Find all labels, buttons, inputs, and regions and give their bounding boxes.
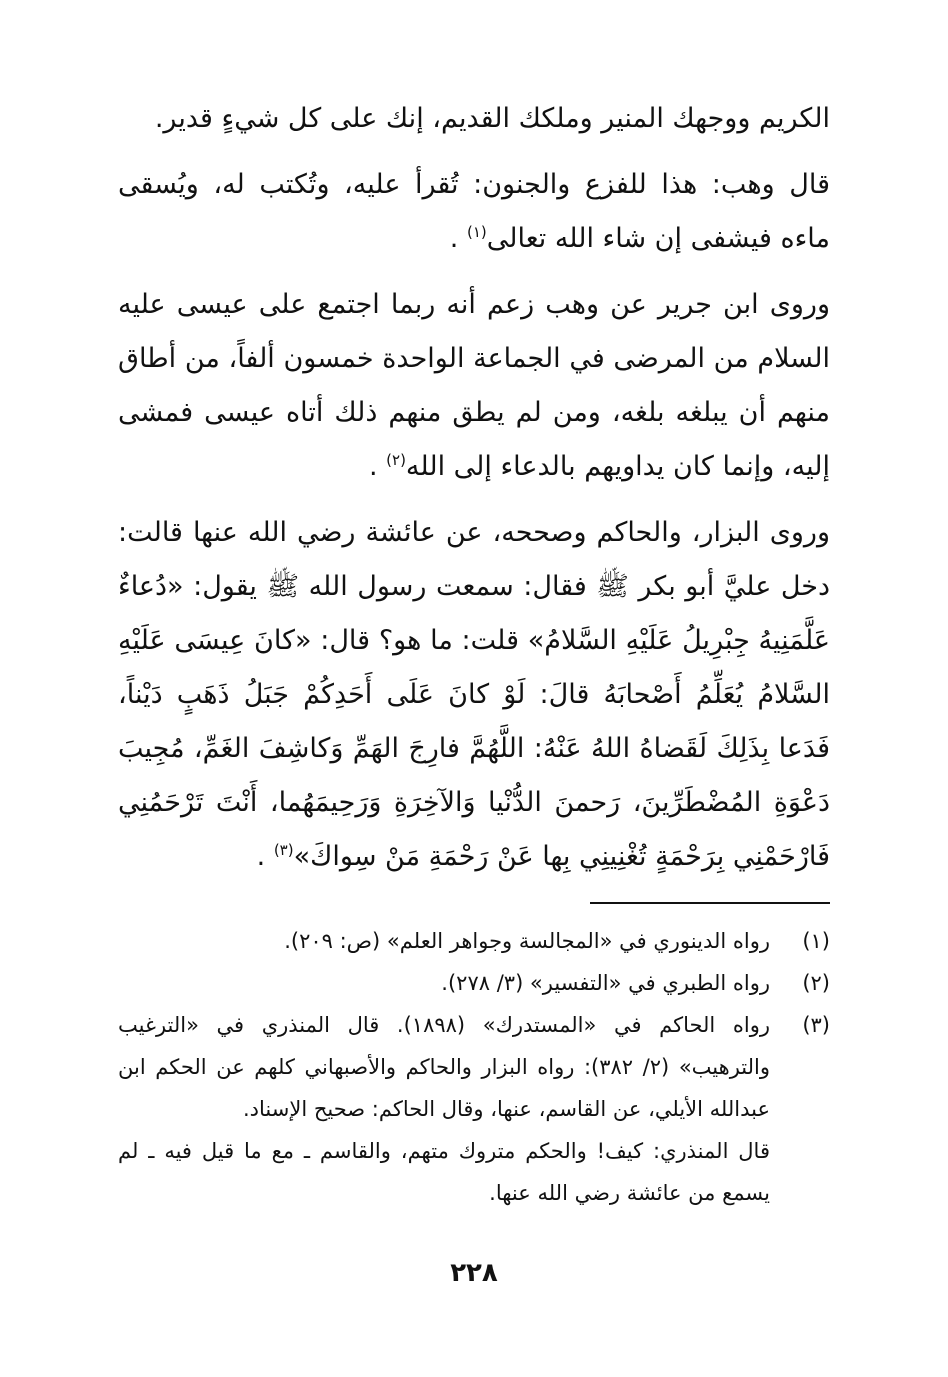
main-text [118, 92, 830, 884]
footnote-3 [118, 1004, 830, 1214]
footnote-number: (٢) [802, 971, 830, 995]
paragraph-4-text: وروى البزار، والحاكم وصححه، عن عائشة رضي الله عنها قالت: دخل عليَّ أبو بكر ﷺ فقال: سمعت رسول الله ﷺ يقول: «دُعاءٌ عَلَّمَنِيهُ جِبْرِيلُ عَلَيْهِ السَّلامُ» قلت: ما هو؟ قال: «كانَ عِيسَى عَلَيْهِ السَّلامُ يُعَلِّمُ أَصْحابَهُ قالَ: لَوْ كانَ عَلَى أَحَدِكُمْ جَبَلُ ذَهَبٍ دَيْناً، فَدَعا بِذَلِكَ لَقَضاهُ اللهُ عَنْهُ: اللَّهُمَّ فارِجَ الهَمِّ وَكاشِفَ الغَمِّ، مُجِيبَ دَعْوَةِ المُضْطَرِّينَ، رَحمنَ الدُّنْيا وَالآخِرَةِ وَرَحِيمَهُما، أَنْتَ تَرْحَمُنِي فَارْحَمْنِي بِرَحْمَةٍ تُغْنِينِي بِها عَنْ رَحْمَةِ مَنْ سِواكَ» [118, 517, 830, 872]
end-mark: . [449, 223, 459, 254]
end-mark: . [368, 451, 378, 482]
footnote-text: رواه الحاكم في «المستدرك» (١٨٩٨). قال المنذري في «الترغيب والترهيب» (٢/ ٣٨٢): رواه البزار والحاكم والأصبهاني كلهم عن الحكم ابن عبدالله الأيلي، عن القاسم، عنها، وقال الحاكم: صحيح الإسناد. [118, 1013, 770, 1121]
paragraph-3 [118, 278, 830, 494]
paragraph-2-text: قال وهب: هذا للفزع والجنون: تُقرأ عليه، وتُكتب له، ويُسقى ماءه فيشفى إن شاء الله تعالى [118, 169, 830, 254]
footnote-separator [590, 902, 830, 904]
footnote-ref-2: (٢) [386, 451, 406, 469]
paragraph-2 [118, 158, 830, 266]
page-number: ٢٢٨ [450, 1258, 498, 1288]
footnote-ref-3: (٣) [273, 841, 294, 859]
end-mark: . [256, 841, 266, 872]
paragraph-1 [118, 92, 830, 146]
footnote-continuation: قال المنذري: كيف! والحكم متروك متهم، والقاسم ـ مع ما قيل فيه ـ لم يسمع من عائشة رضي الله عنها. [118, 1139, 770, 1205]
paragraph-3-text: وروى ابن جرير عن وهب زعم أنه ربما اجتمع على عيسى عليه السلام من المرضى في الجماعة الواحدة خمسون ألفاً، من أطاق منهم أن يبلغه بلغه، ومن لم يطق منهم ذلك أتاه عيسى فمشى إليه، وإنما كان يداويهم بالدعاء إلى الله [118, 289, 830, 482]
footnote-3-body [118, 1004, 770, 1214]
book-page [118, 92, 830, 1377]
footnote-2 [118, 962, 830, 1004]
footnote-text: رواه الطبري في «التفسير» (٣/ ٢٧٨). [441, 971, 770, 995]
footnotes [118, 920, 830, 1214]
footnote-1 [118, 920, 830, 962]
paragraph-1-text: الكريم ووجهك المنير وملكك القديم، إنك على كل شيءٍ قدير. [154, 103, 830, 134]
footnote-ref-1: (١) [466, 223, 487, 241]
footnote-number: (١) [802, 929, 830, 953]
footnote-text: رواه الدينوري في «المجالسة وجواهر العلم» (ص: ٢٠٩). [284, 929, 770, 953]
footnote-number: (٣) [802, 1013, 830, 1037]
paragraph-4 [118, 506, 830, 884]
